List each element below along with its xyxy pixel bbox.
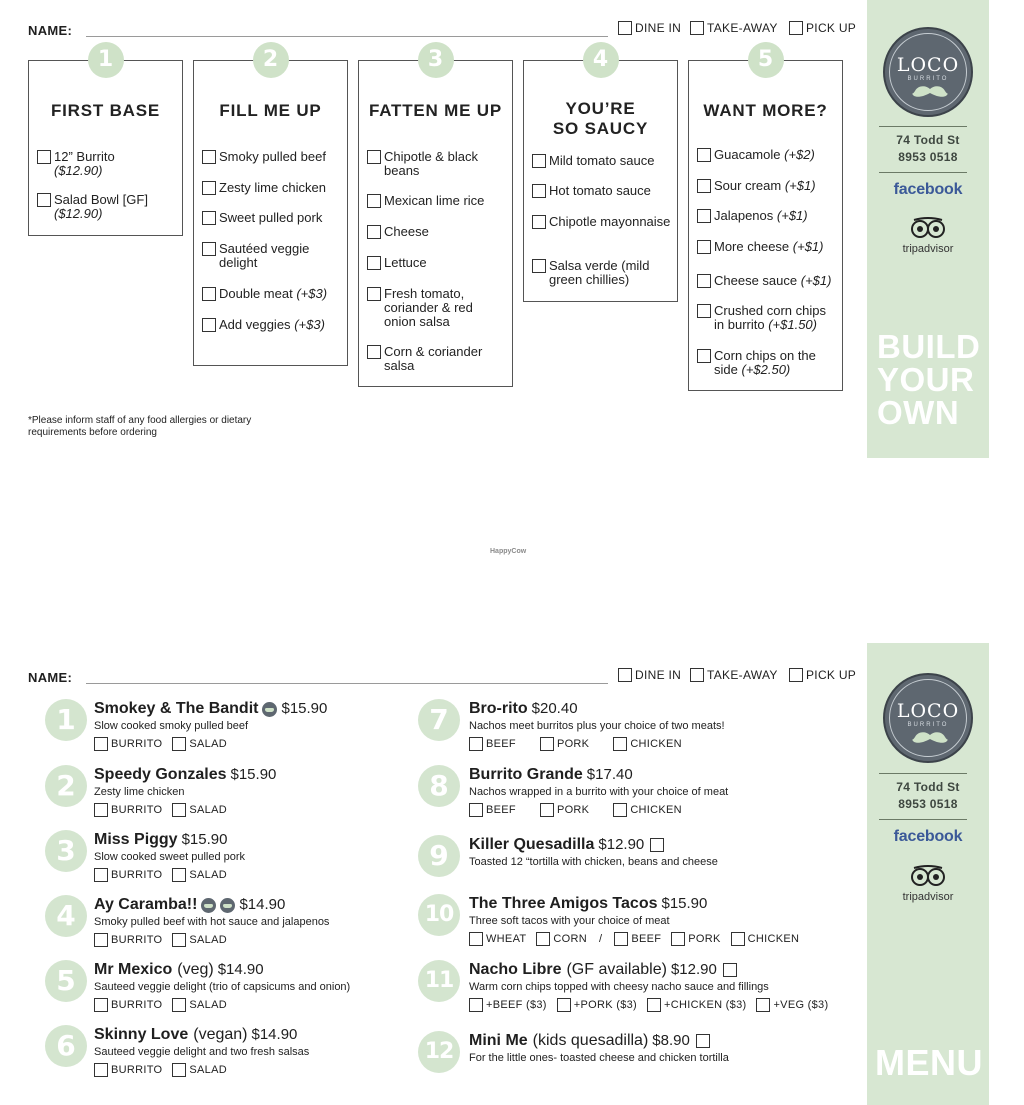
take-away-checkbox[interactable] — [690, 668, 704, 682]
menu-option-checkbox[interactable] — [94, 737, 108, 751]
mustache-icon — [912, 85, 948, 99]
menu-item-price: $15.90 — [281, 700, 328, 717]
menu-option[interactable] — [172, 1063, 227, 1077]
menu-option-checkbox[interactable] — [469, 932, 483, 946]
option-checkbox[interactable] — [367, 256, 381, 270]
option-label: Sautéed veggie delight — [219, 241, 310, 270]
menu-item-title — [94, 961, 264, 979]
menu-option-label: SALAD — [189, 804, 227, 816]
tripadvisor-owl-icon — [908, 865, 948, 887]
step-title: FATTEN ME UP — [368, 101, 502, 120]
option-label: Guacamole — [714, 147, 781, 162]
menu-item-description: Sauteed veggie delight and two fresh salsas — [94, 1046, 310, 1058]
menu-item-checkbox[interactable] — [696, 1034, 710, 1048]
option-item[interactable] — [532, 184, 673, 198]
menu-item-title — [94, 1026, 297, 1044]
menu-pick-up-option[interactable]: PICK UP — [789, 668, 856, 682]
step-2-column — [193, 60, 348, 366]
menu-option-checkbox[interactable] — [540, 803, 554, 817]
option-checkbox[interactable] — [367, 225, 381, 239]
menu-option[interactable] — [172, 803, 227, 817]
option-checkbox[interactable] — [532, 215, 546, 229]
option-item[interactable] — [367, 256, 508, 270]
option-price: (+$1) — [800, 273, 832, 288]
menu-option-checkbox[interactable] — [469, 737, 483, 751]
option-item[interactable] — [202, 150, 343, 164]
option-label: Cheese — [384, 224, 429, 239]
option-item[interactable] — [202, 242, 343, 270]
tripadvisor-owl-icon — [908, 217, 948, 239]
step-number-badge: 2 — [253, 42, 289, 78]
menu-option[interactable] — [172, 868, 227, 882]
menu-item-description: Warm corn chips topped with cheesy nacho sauce and fillings — [469, 981, 769, 993]
menu-option[interactable] — [94, 998, 162, 1012]
option-item[interactable] — [367, 345, 508, 373]
option-price: (+$1.50) — [768, 317, 817, 332]
option-item[interactable] — [367, 194, 508, 208]
tripadvisor-logo[interactable]: tripadvisor — [902, 243, 954, 255]
menu-item-description: Three soft tacos with your choice of meat — [469, 915, 670, 927]
option-label: Double meat — [219, 286, 293, 301]
menu-option-checkbox[interactable] — [614, 932, 628, 946]
menu-item-checkbox[interactable] — [650, 838, 664, 852]
menu-item-number: 11 — [418, 960, 460, 1002]
menu-option[interactable] — [469, 932, 526, 946]
menu-item-title — [94, 831, 227, 849]
menu-item-name: Mini Me — [469, 1032, 528, 1049]
menu-item-name: Speedy Gonzales — [94, 766, 227, 783]
pick-up-checkbox[interactable] — [789, 21, 803, 35]
menu-name-label: NAME: — [28, 670, 73, 685]
menu-item-number: 1 — [45, 699, 87, 741]
menu-option-checkbox[interactable] — [647, 998, 661, 1012]
option-label: 12” Burrito — [54, 149, 115, 164]
option-item[interactable] — [367, 287, 508, 329]
menu-item-options — [469, 737, 706, 751]
step-5-column — [688, 60, 843, 391]
step-number-badge: 3 — [418, 42, 454, 78]
menu-option[interactable] — [469, 998, 547, 1012]
side-panel-bottom — [867, 643, 989, 1105]
option-checkbox[interactable] — [37, 150, 51, 164]
option-checkbox[interactable] — [697, 349, 711, 363]
menu-item-options — [94, 737, 237, 751]
option-checkbox[interactable] — [697, 274, 711, 288]
menu-item-note: (kids quesadilla) — [532, 1032, 649, 1049]
menu-item-name: Bro-rito — [469, 700, 528, 717]
facebook-logo[interactable]: facebook — [893, 828, 963, 845]
menu-option[interactable] — [613, 737, 682, 751]
menu-option[interactable] — [94, 868, 162, 882]
menu-item-number: 9 — [418, 835, 460, 877]
menu-item-title — [94, 896, 285, 914]
option-item[interactable] — [367, 150, 508, 178]
menu-item-price: $12.90 — [670, 961, 717, 978]
option-price: (+$1) — [792, 239, 824, 254]
step-number-badge: 4 — [583, 42, 619, 78]
option-checkbox[interactable] — [697, 179, 711, 193]
option-label: Sweet pulled pork — [219, 210, 323, 225]
menu-option-checkbox[interactable] — [172, 737, 186, 751]
menu-item-name: Killer Quesadilla — [469, 836, 595, 853]
menu-item-number: 4 — [45, 895, 87, 937]
menu-item-price: $14.90 — [217, 961, 264, 978]
menu-item-title — [469, 961, 737, 979]
menu-item-checkbox[interactable] — [723, 963, 737, 977]
option-item[interactable] — [697, 349, 838, 377]
option-checkbox[interactable] — [367, 287, 381, 301]
menu-option-checkbox[interactable] — [94, 998, 108, 1012]
menu-item-number: 12 — [418, 1031, 460, 1073]
menu-option-label: +CHICKEN ($3) — [664, 999, 747, 1011]
menu-option[interactable] — [647, 998, 746, 1012]
menu-item-title — [469, 766, 633, 784]
menu-option-checkbox[interactable] — [756, 998, 770, 1012]
menu-option-checkbox[interactable] — [172, 803, 186, 817]
menu-item-number: 8 — [418, 765, 460, 807]
option-checkbox[interactable] — [697, 209, 711, 223]
menu-item-price: $15.90 — [230, 766, 277, 783]
menu-option-label: +VEG ($3) — [773, 999, 829, 1011]
menu-option-label: PORK — [688, 933, 721, 945]
option-label: Add veggies — [219, 317, 291, 332]
loco-burrito-logo: LOCO BURRITO — [883, 27, 973, 117]
menu-item-description: Sauteed veggie delight (trio of capsicums and onion) — [94, 981, 351, 993]
option-checkbox[interactable] — [202, 150, 216, 164]
menu-item-options — [94, 803, 237, 817]
option-price: (+$2) — [784, 147, 815, 162]
option-checkbox[interactable] — [367, 345, 381, 359]
menu-option[interactable] — [172, 998, 227, 1012]
option-item[interactable] — [367, 225, 508, 239]
option-item[interactable] — [697, 209, 838, 223]
step-title: FIRST BASE — [50, 101, 161, 120]
chilli-rating-icon — [201, 898, 216, 913]
option-checkbox[interactable] — [532, 259, 546, 273]
dine-in-checkbox[interactable] — [618, 668, 632, 682]
menu-option-label: SALAD — [189, 934, 227, 946]
option-label: Zesty lime chicken — [219, 180, 326, 195]
menu-option[interactable] — [94, 933, 162, 947]
menu-option-checkbox[interactable] — [469, 998, 483, 1012]
menu-option-label: BURRITO — [111, 1064, 163, 1076]
option-price: ($12.90) — [54, 163, 103, 178]
menu-option-label: BURRITO — [111, 804, 163, 816]
menu-option-label: BEEF — [486, 804, 516, 816]
option-label: Chipotle mayonnaise — [549, 214, 671, 229]
loco-burrito-logo: LOCO BURRITO — [883, 673, 973, 763]
option-label: Smoky pulled beef — [219, 149, 326, 164]
menu-option-checkbox[interactable] — [557, 998, 571, 1012]
option-item[interactable] — [532, 215, 673, 229]
menu-item-description: Slow cooked sweet pulled pork — [94, 851, 246, 863]
menu-item-price: $15.90 — [661, 895, 708, 912]
option-price: (+$3) — [294, 317, 325, 332]
menu-option-label: BURRITO — [111, 934, 163, 946]
option-label: Salsa verde (mild green chillies) — [549, 258, 650, 287]
menu-option[interactable] — [94, 737, 162, 751]
pick-up-option[interactable]: PICK UP — [789, 21, 856, 35]
option-checkbox[interactable] — [37, 193, 51, 207]
menu-option[interactable] — [469, 803, 516, 817]
menu-option-label: BURRITO — [111, 999, 163, 1011]
mustache-icon — [912, 731, 948, 745]
option-item[interactable] — [532, 154, 673, 168]
menu-option-checkbox[interactable] — [469, 803, 483, 817]
menu-option[interactable] — [536, 932, 587, 946]
menu-item-title — [469, 700, 578, 718]
menu-option[interactable] — [756, 998, 828, 1012]
menu-option-label: WHEAT — [486, 933, 527, 945]
option-item[interactable] — [37, 193, 178, 221]
chilli-rating-icon — [220, 898, 235, 913]
menu-item-price: $15.90 — [181, 831, 228, 848]
menu-item-title — [469, 1032, 710, 1050]
facebook-logo[interactable]: facebook — [893, 181, 963, 198]
dine-in-option[interactable]: DINE IN — [618, 21, 681, 35]
step-1-column — [28, 60, 183, 236]
menu-dine-in-option[interactable]: DINE IN — [618, 668, 681, 682]
menu-option-label: SALAD — [189, 1064, 227, 1076]
menu-item-price: $14.90 — [251, 1026, 298, 1043]
step-title: FILL ME UP — [219, 101, 322, 120]
option-item[interactable] — [697, 274, 838, 288]
option-separator: / — [599, 933, 603, 945]
menu-item-options — [469, 803, 706, 817]
option-item[interactable] — [202, 211, 343, 225]
menu-item-price: $14.90 — [239, 896, 286, 913]
chilli-rating-icon — [262, 702, 277, 717]
menu-option-checkbox[interactable] — [540, 737, 554, 751]
menu-option[interactable] — [172, 933, 227, 947]
menu-option-checkbox[interactable] — [94, 803, 108, 817]
menu-item-description: Nachos wrapped in a burrito with your choice of meat — [469, 786, 729, 798]
menu-option[interactable] — [613, 803, 682, 817]
menu-option-label: BEEF — [631, 933, 662, 945]
menu-item-note: (veg) — [177, 961, 214, 978]
option-label: Jalapenos — [714, 208, 774, 223]
menu-option-checkbox[interactable] — [172, 868, 186, 882]
menu-option-label: PORK — [556, 738, 590, 750]
menu-option-label: +PORK ($3) — [573, 999, 637, 1011]
menu-item-name: The Three Amigos Tacos — [469, 895, 658, 912]
menu-item-description: Smoky pulled beef with hot sauce and jalapenos — [94, 916, 330, 928]
option-label: Corn chips on the side — [714, 348, 816, 377]
side-panel-top — [867, 0, 989, 458]
menu-item-options — [94, 868, 237, 882]
option-price: (+$1) — [784, 178, 816, 193]
menu-option[interactable] — [540, 737, 589, 751]
option-item[interactable] — [697, 179, 838, 193]
menu-item-name: Skinny Love — [94, 1026, 189, 1043]
menu-option-checkbox[interactable] — [613, 803, 627, 817]
menu-item-title — [94, 766, 276, 784]
take-away-option[interactable]: TAKE-AWAY — [690, 21, 778, 35]
menu-option-checkbox[interactable] — [172, 933, 186, 947]
menu-option-label: SALAD — [189, 869, 227, 881]
option-price: (+$3) — [296, 286, 328, 301]
menu-name-field[interactable] — [86, 683, 608, 684]
menu-item-number: 6 — [45, 1025, 87, 1067]
menu-option[interactable] — [469, 737, 516, 751]
menu-option-label: BURRITO — [111, 869, 163, 881]
option-item[interactable] — [697, 240, 838, 254]
allergy-footnote: *Please inform staff of any food allergies or dietary requirements before ordering — [28, 415, 252, 438]
menu-option-checkbox[interactable] — [172, 998, 186, 1012]
menu-option-label: BEEF — [486, 738, 516, 750]
option-checkbox[interactable] — [367, 194, 381, 208]
option-item[interactable] — [532, 259, 673, 287]
menu-item-description: Zesty lime chicken — [94, 786, 185, 798]
menu-item-name: Miss Piggy — [94, 831, 178, 848]
option-price: ($12.90) — [54, 206, 103, 221]
menu-option[interactable] — [540, 803, 589, 817]
menu-item-name: Mr Mexico — [94, 961, 173, 978]
address-block: 74 Todd St 8953 0518 — [896, 133, 960, 164]
option-label: Hot tomato sauce — [549, 183, 651, 198]
menu-item-name: Smokey & The Bandit — [94, 700, 259, 717]
menu-item-note: (vegan) — [193, 1026, 248, 1043]
option-label: Mild tomato sauce — [549, 153, 655, 168]
option-label: Corn & coriander salsa — [384, 344, 483, 373]
menu-item-description: Toasted 12 “tortilla with chicken, beans and cheese — [469, 856, 718, 868]
menu-item-number: 3 — [45, 830, 87, 872]
menu-option-label: CHICKEN — [630, 804, 682, 816]
menu-option-checkbox[interactable] — [731, 932, 745, 946]
menu-option[interactable] — [94, 1063, 162, 1077]
option-item[interactable] — [202, 181, 343, 195]
option-checkbox[interactable] — [202, 242, 216, 256]
menu-option[interactable] — [614, 932, 661, 946]
menu-item-note: (GF available) — [566, 961, 667, 978]
menu-option-checkbox[interactable] — [613, 737, 627, 751]
option-checkbox[interactable] — [697, 240, 711, 254]
step-title: YOU’RE SO SAUCY — [552, 99, 649, 138]
menu-item-description: For the little ones- toasted cheese and chicken tortilla — [469, 1052, 729, 1064]
dine-in-checkbox[interactable] — [618, 21, 632, 35]
option-checkbox[interactable] — [697, 304, 711, 318]
menu-option-label: CORN — [553, 933, 587, 945]
menu-item-price: $17.40 — [586, 766, 633, 783]
menu-item-title — [94, 700, 327, 718]
menu-option-label: CHICKEN — [630, 738, 682, 750]
menu-option-checkbox[interactable] — [671, 932, 685, 946]
option-item[interactable] — [697, 148, 838, 162]
option-item[interactable] — [202, 318, 343, 332]
step-3-column — [358, 60, 513, 387]
menu-option-checkbox[interactable] — [94, 1063, 108, 1077]
menu-option[interactable] — [557, 998, 637, 1012]
option-label: Crushed corn chips in burrito — [714, 303, 826, 332]
menu-item-options — [469, 998, 838, 1012]
menu-item-price: $20.40 — [531, 700, 578, 717]
take-away-checkbox[interactable] — [690, 21, 704, 35]
option-label: Mexican lime rice — [384, 193, 485, 208]
option-price: (+$1) — [776, 208, 808, 223]
option-label: Lettuce — [384, 255, 427, 270]
menu-item-price: $8.90 — [652, 1032, 690, 1049]
menu-item-options — [94, 998, 237, 1012]
pick-up-checkbox[interactable] — [789, 668, 803, 682]
menu-item-options — [469, 932, 809, 946]
menu-option-checkbox[interactable] — [94, 868, 108, 882]
option-item[interactable] — [202, 287, 343, 301]
step-number-badge: 1 — [88, 42, 124, 78]
name-label: NAME: — [28, 23, 73, 38]
menu-item-options — [94, 1063, 237, 1077]
option-label: Chipotle & black beans — [384, 149, 478, 178]
watermark: HappyCow — [490, 548, 527, 555]
menu-option[interactable] — [94, 803, 162, 817]
menu-option-label: SALAD — [189, 738, 227, 750]
option-checkbox[interactable] — [532, 184, 546, 198]
option-checkbox[interactable] — [202, 318, 216, 332]
menu-option-label: PORK — [556, 804, 590, 816]
option-label: Fresh tomato, coriander & red onion salsa — [384, 286, 473, 329]
menu-item-price: $12.90 — [598, 836, 645, 853]
option-price: (+$2.50) — [741, 362, 791, 377]
menu-option-label: SALAD — [189, 999, 227, 1011]
option-label: Cheese sauce — [714, 273, 798, 288]
option-label: Sour cream — [714, 178, 782, 193]
menu-banner: MENU — [875, 1042, 983, 1083]
menu-item-title — [469, 836, 664, 854]
option-checkbox[interactable] — [697, 148, 711, 162]
menu-item-description: Nachos meet burritos plus your choice of two meats! — [469, 720, 725, 732]
build-your-own-banner: BUILD YOUR OWN — [877, 328, 981, 431]
address-block: 74 Todd St 8953 0518 — [896, 780, 960, 811]
option-item[interactable] — [37, 150, 178, 178]
option-checkbox[interactable] — [202, 211, 216, 225]
option-checkbox[interactable] — [532, 154, 546, 168]
menu-option-label: +BEEF ($3) — [486, 999, 547, 1011]
option-checkbox[interactable] — [202, 181, 216, 195]
menu-option[interactable] — [731, 932, 800, 946]
step-title: WANT MORE? — [703, 101, 828, 120]
menu-item-description: Slow cooked smoky pulled beef — [94, 720, 249, 732]
menu-item-number: 7 — [418, 699, 460, 741]
name-field[interactable] — [86, 36, 608, 37]
menu-option-checkbox[interactable] — [172, 1063, 186, 1077]
menu-item-name: Burrito Grande — [469, 766, 583, 783]
menu-option-label: CHICKEN — [747, 933, 800, 945]
option-checkbox[interactable] — [367, 150, 381, 164]
menu-option[interactable] — [671, 932, 720, 946]
step-4-column — [523, 60, 678, 302]
option-label: Salad Bowl [GF] — [54, 192, 148, 207]
option-checkbox[interactable] — [202, 287, 216, 301]
menu-option-checkbox[interactable] — [94, 933, 108, 947]
menu-item-name: Nacho Libre — [469, 961, 562, 978]
menu-item-number: 10 — [418, 894, 460, 936]
step-number-badge: 5 — [748, 42, 784, 78]
menu-item-number: 5 — [45, 960, 87, 1002]
tripadvisor-logo[interactable]: tripadvisor — [902, 891, 954, 903]
menu-option-checkbox[interactable] — [536, 932, 550, 946]
menu-item-name: Ay Caramba!! — [94, 896, 198, 913]
menu-option-label: BURRITO — [111, 738, 163, 750]
menu-take-away-option[interactable]: TAKE-AWAY — [690, 668, 778, 682]
menu-item-options — [94, 933, 237, 947]
menu-item-number: 2 — [45, 765, 87, 807]
option-item[interactable] — [697, 304, 838, 332]
menu-option[interactable] — [172, 737, 227, 751]
option-label: More cheese — [714, 239, 790, 254]
menu-item-title — [469, 895, 707, 913]
